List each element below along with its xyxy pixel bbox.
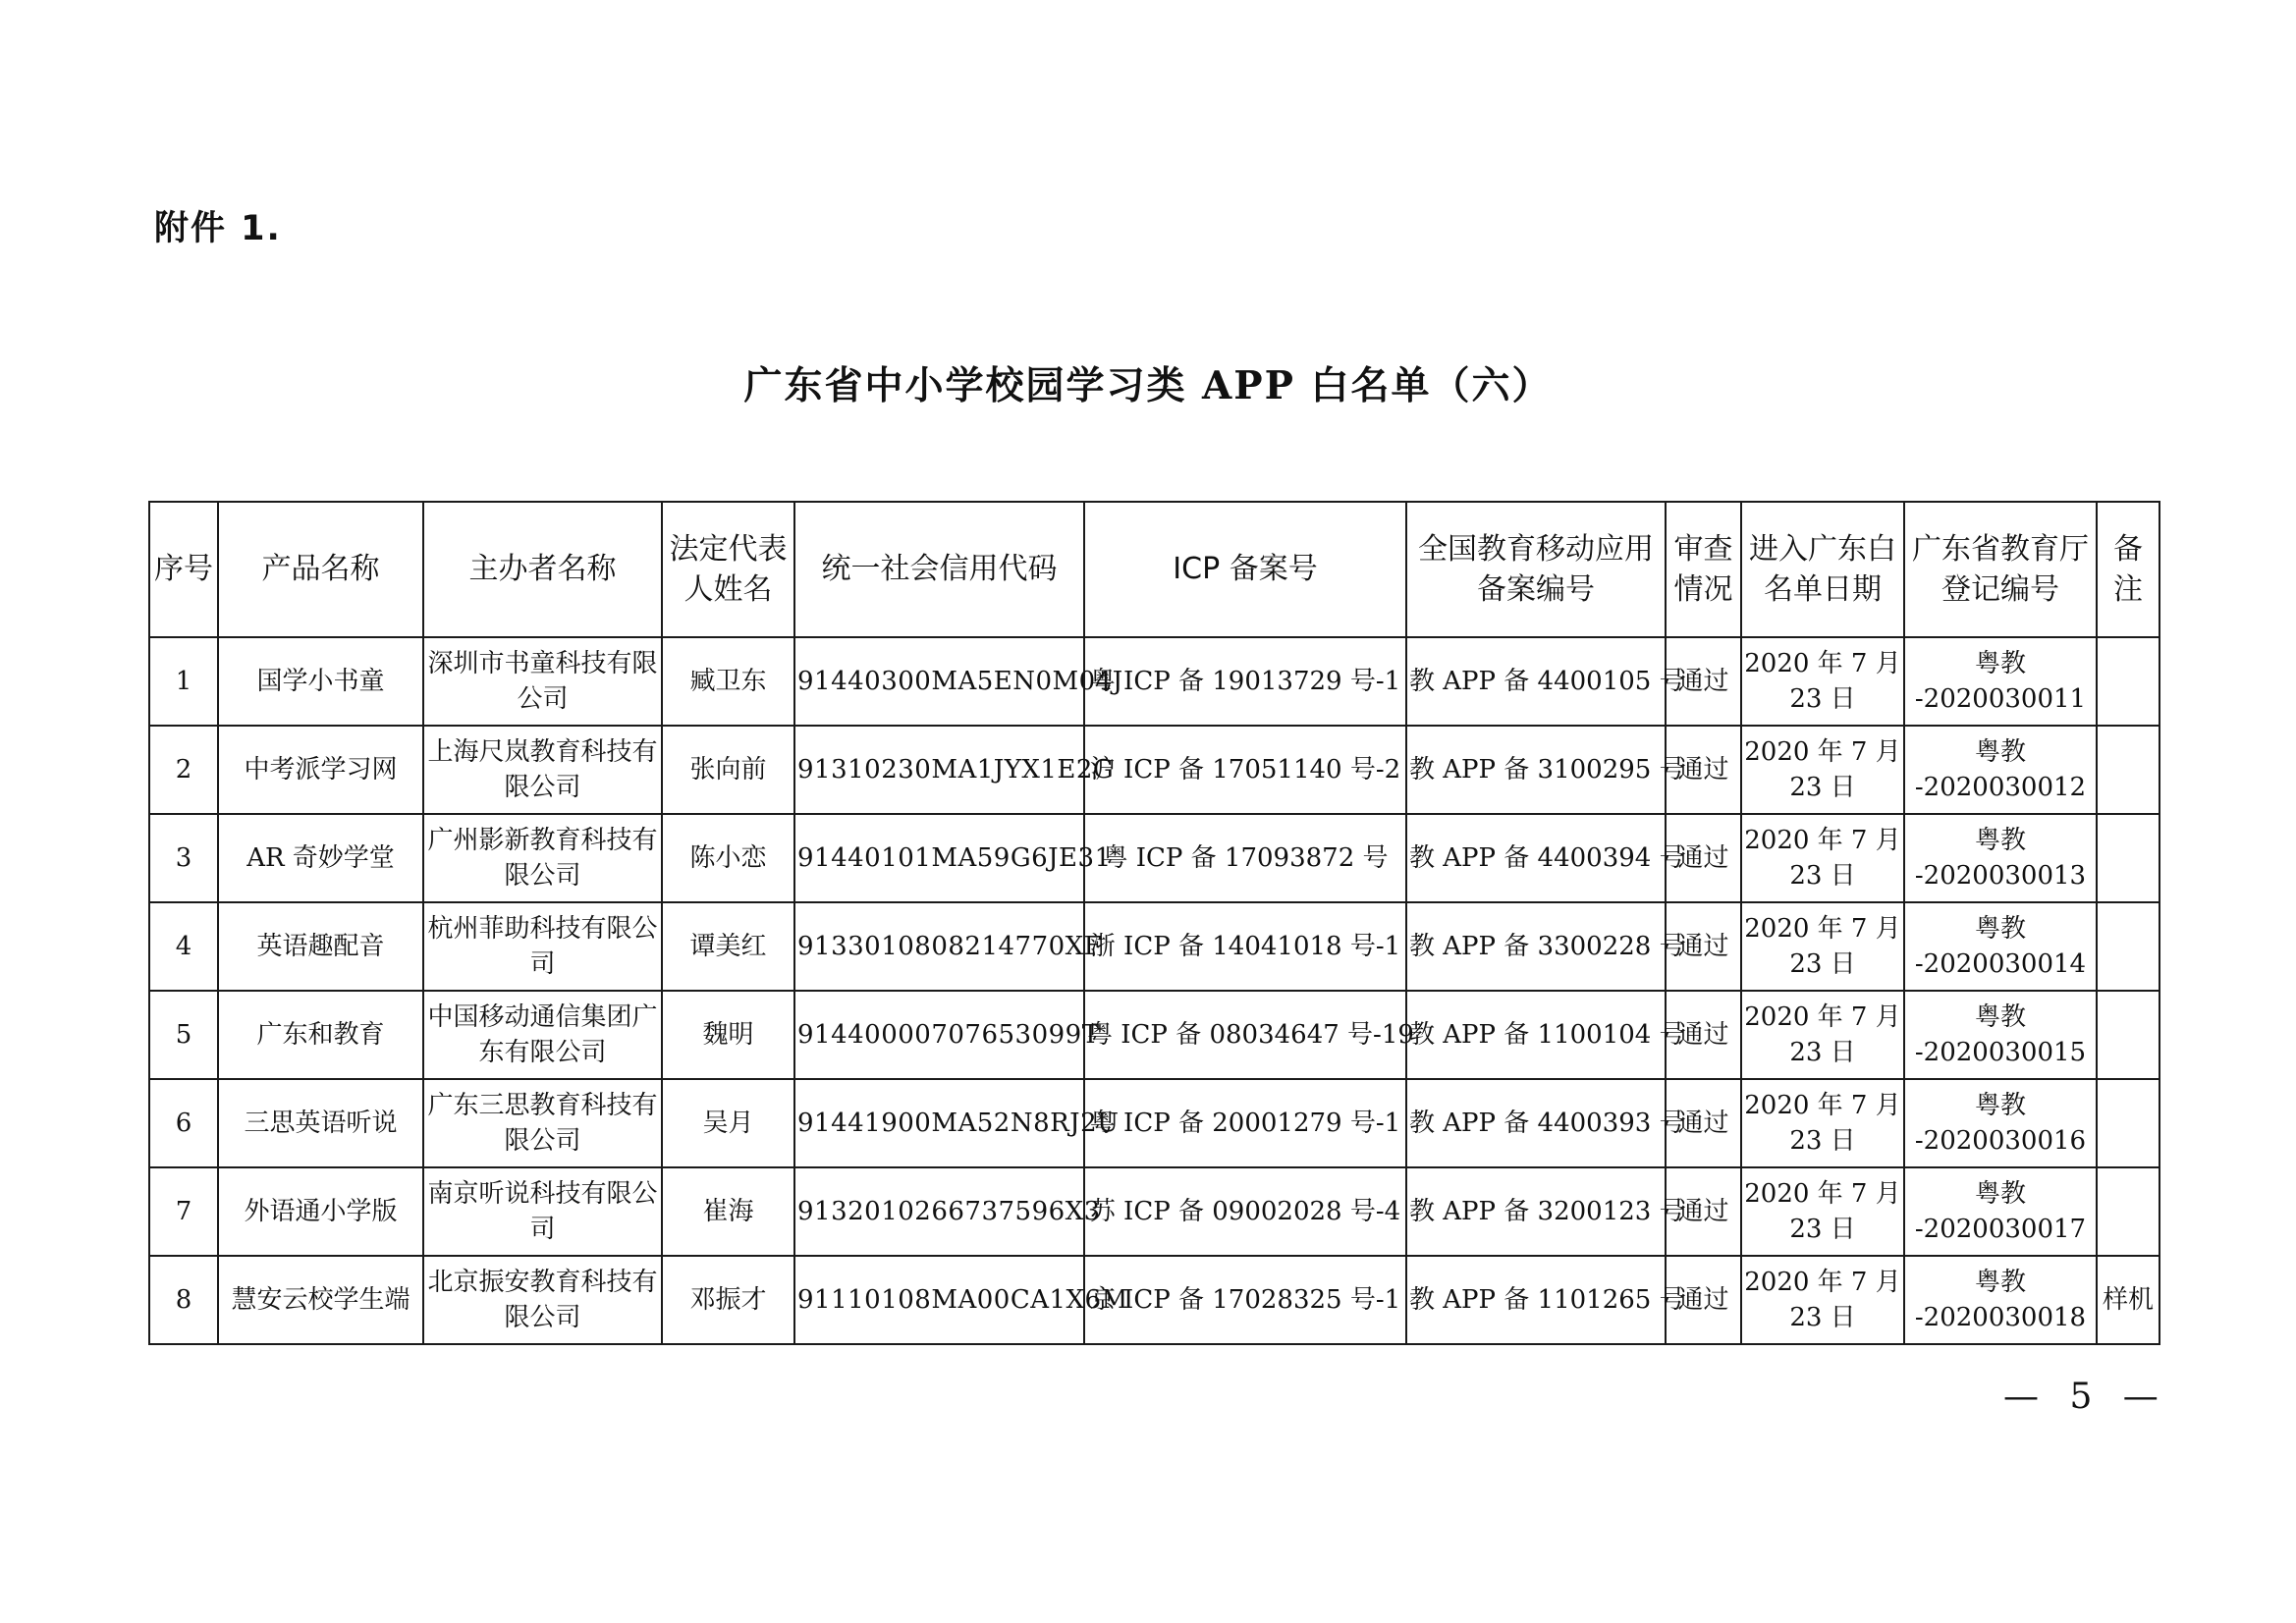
cell-sponsor: 上海尺岚教育科技有限公司 (423, 726, 662, 814)
cell-legal-rep: 邓振才 (662, 1256, 794, 1344)
cell-icp: 粤 ICP 备 08034647 号-19 (1084, 991, 1406, 1079)
cell-credit-code: 91440101MA59G6JE31 (794, 814, 1084, 902)
cell-credit-code: 91440300MA5EN0M04J (794, 637, 1084, 726)
header-edu-filing: 全国教育移动应用备案编号 (1406, 502, 1666, 637)
table-row (149, 1079, 2159, 1167)
cell-date: 2020 年 7 月 23 日 (1741, 1256, 1904, 1344)
table-row (149, 1167, 2159, 1256)
cell-icp: 苏 ICP 备 09002028 号-4 (1084, 1167, 1406, 1256)
header-legal-rep: 法定代表人姓名 (662, 502, 794, 637)
cell-index: 3 (149, 814, 218, 902)
cell-review: 通过 (1666, 726, 1741, 814)
header-remark: 备注 (2097, 502, 2159, 637)
cell-reg-no: 粤教 -2020030016 (1904, 1079, 2097, 1167)
cell-reg-no: 粤教 -2020030014 (1904, 902, 2097, 991)
cell-legal-rep: 陈小恋 (662, 814, 794, 902)
cell-credit-code: 9133010808214770XF (794, 902, 1084, 991)
cell-edu-filing: 教 APP 备 4400393 号 (1406, 1079, 1666, 1167)
header-credit-code: 统一社会信用代码 (794, 502, 1084, 637)
cell-reg-no: 粤教 -2020030018 (1904, 1256, 2097, 1344)
app-whitelist-table (148, 501, 2160, 1345)
cell-index: 2 (149, 726, 218, 814)
cell-product: 国学小书童 (218, 637, 423, 726)
cell-remark (2097, 726, 2159, 814)
header-product: 产品名称 (218, 502, 423, 637)
cell-remark (2097, 1079, 2159, 1167)
cell-review: 通过 (1666, 637, 1741, 726)
cell-product: 英语趣配音 (218, 902, 423, 991)
cell-index: 6 (149, 1079, 218, 1167)
header-review: 审查情况 (1666, 502, 1741, 637)
cell-icp: 粤 ICP 备 17093872 号 (1084, 814, 1406, 902)
cell-date: 2020 年 7 月 23 日 (1741, 637, 1904, 726)
cell-index: 4 (149, 902, 218, 991)
cell-credit-code: 91110108MA00CA1X6M (794, 1256, 1084, 1344)
page-number: — 5 — (2003, 1377, 2168, 1417)
cell-product: 慧安云校学生端 (218, 1256, 423, 1344)
cell-remark: 样机 (2097, 1256, 2159, 1344)
cell-credit-code: 9132010266737596X3 (794, 1167, 1084, 1256)
cell-edu-filing: 教 APP 备 4400394 号 (1406, 814, 1666, 902)
header-reg-no: 广东省教育厅登记编号 (1904, 502, 2097, 637)
cell-remark (2097, 1167, 2159, 1256)
cell-date: 2020 年 7 月 23 日 (1741, 991, 1904, 1079)
table-row (149, 991, 2159, 1079)
cell-product: 外语通小学版 (218, 1167, 423, 1256)
cell-icp: 粤 ICP 备 19013729 号-1 (1084, 637, 1406, 726)
cell-credit-code: 91441900MA52N8RJ2U (794, 1079, 1084, 1167)
cell-reg-no: 粤教 -2020030013 (1904, 814, 2097, 902)
cell-legal-rep: 张向前 (662, 726, 794, 814)
cell-review: 通过 (1666, 814, 1741, 902)
header-icp: ICP 备案号 (1084, 502, 1406, 637)
cell-legal-rep: 谭美红 (662, 902, 794, 991)
cell-date: 2020 年 7 月 23 日 (1741, 726, 1904, 814)
cell-product: AR 奇妙学堂 (218, 814, 423, 902)
cell-edu-filing: 教 APP 备 3100295 号 (1406, 726, 1666, 814)
cell-credit-code: 91310230MA1JYX1E2G (794, 726, 1084, 814)
cell-remark (2097, 637, 2159, 726)
attachment-label: 附件 1. (154, 209, 282, 248)
cell-icp: 沪 ICP 备 17051140 号-2 (1084, 726, 1406, 814)
cell-product: 广东和教育 (218, 991, 423, 1079)
table-row (149, 1256, 2159, 1344)
cell-icp: 粤 ICP 备 20001279 号-1 (1084, 1079, 1406, 1167)
cell-review: 通过 (1666, 1167, 1741, 1256)
cell-sponsor: 中国移动通信集团广东有限公司 (423, 991, 662, 1079)
cell-sponsor: 北京振安教育科技有限公司 (423, 1256, 662, 1344)
cell-review: 通过 (1666, 1079, 1741, 1167)
cell-remark (2097, 814, 2159, 902)
cell-reg-no: 粤教 -2020030011 (1904, 637, 2097, 726)
cell-reg-no: 粤教 -2020030017 (1904, 1167, 2097, 1256)
cell-product: 中考派学习网 (218, 726, 423, 814)
cell-review: 通过 (1666, 991, 1741, 1079)
cell-date: 2020 年 7 月 23 日 (1741, 1079, 1904, 1167)
table-header-row (149, 502, 2159, 637)
cell-edu-filing: 教 APP 备 4400105 号 (1406, 637, 1666, 726)
cell-legal-rep: 魏明 (662, 991, 794, 1079)
cell-edu-filing: 教 APP 备 3200123 号 (1406, 1167, 1666, 1256)
table-row (149, 902, 2159, 991)
header-date: 进入广东白名单日期 (1741, 502, 1904, 637)
cell-date: 2020 年 7 月 23 日 (1741, 902, 1904, 991)
cell-credit-code: 91440000707653099T (794, 991, 1084, 1079)
cell-legal-rep: 臧卫东 (662, 637, 794, 726)
cell-index: 8 (149, 1256, 218, 1344)
header-index: 序号 (149, 502, 218, 637)
cell-sponsor: 广州影新教育科技有限公司 (423, 814, 662, 902)
cell-index: 7 (149, 1167, 218, 1256)
cell-icp: 京 ICP 备 17028325 号-1 (1084, 1256, 1406, 1344)
cell-index: 1 (149, 637, 218, 726)
cell-sponsor: 广东三思教育科技有限公司 (423, 1079, 662, 1167)
cell-legal-rep: 崔海 (662, 1167, 794, 1256)
header-sponsor: 主办者名称 (423, 502, 662, 637)
cell-sponsor: 杭州菲助科技有限公司 (423, 902, 662, 991)
table-row (149, 637, 2159, 726)
table-row (149, 814, 2159, 902)
cell-product: 三思英语听说 (218, 1079, 423, 1167)
cell-index: 5 (149, 991, 218, 1079)
cell-review: 通过 (1666, 902, 1741, 991)
cell-edu-filing: 教 APP 备 1100104 号 (1406, 991, 1666, 1079)
cell-sponsor: 深圳市书童科技有限公司 (423, 637, 662, 726)
cell-remark (2097, 902, 2159, 991)
page-title: 广东省中小学校园学习类 APP 白名单（六） (743, 363, 1553, 408)
cell-legal-rep: 吴月 (662, 1079, 794, 1167)
cell-icp: 浙 ICP 备 14041018 号-1 (1084, 902, 1406, 991)
cell-reg-no: 粤教 -2020030012 (1904, 726, 2097, 814)
cell-reg-no: 粤教 -2020030015 (1904, 991, 2097, 1079)
cell-remark (2097, 991, 2159, 1079)
table-row (149, 726, 2159, 814)
cell-edu-filing: 教 APP 备 3300228 号 (1406, 902, 1666, 991)
cell-sponsor: 南京听说科技有限公司 (423, 1167, 662, 1256)
cell-edu-filing: 教 APP 备 1101265 号 (1406, 1256, 1666, 1344)
cell-date: 2020 年 7 月 23 日 (1741, 814, 1904, 902)
cell-date: 2020 年 7 月 23 日 (1741, 1167, 1904, 1256)
cell-review: 通过 (1666, 1256, 1741, 1344)
